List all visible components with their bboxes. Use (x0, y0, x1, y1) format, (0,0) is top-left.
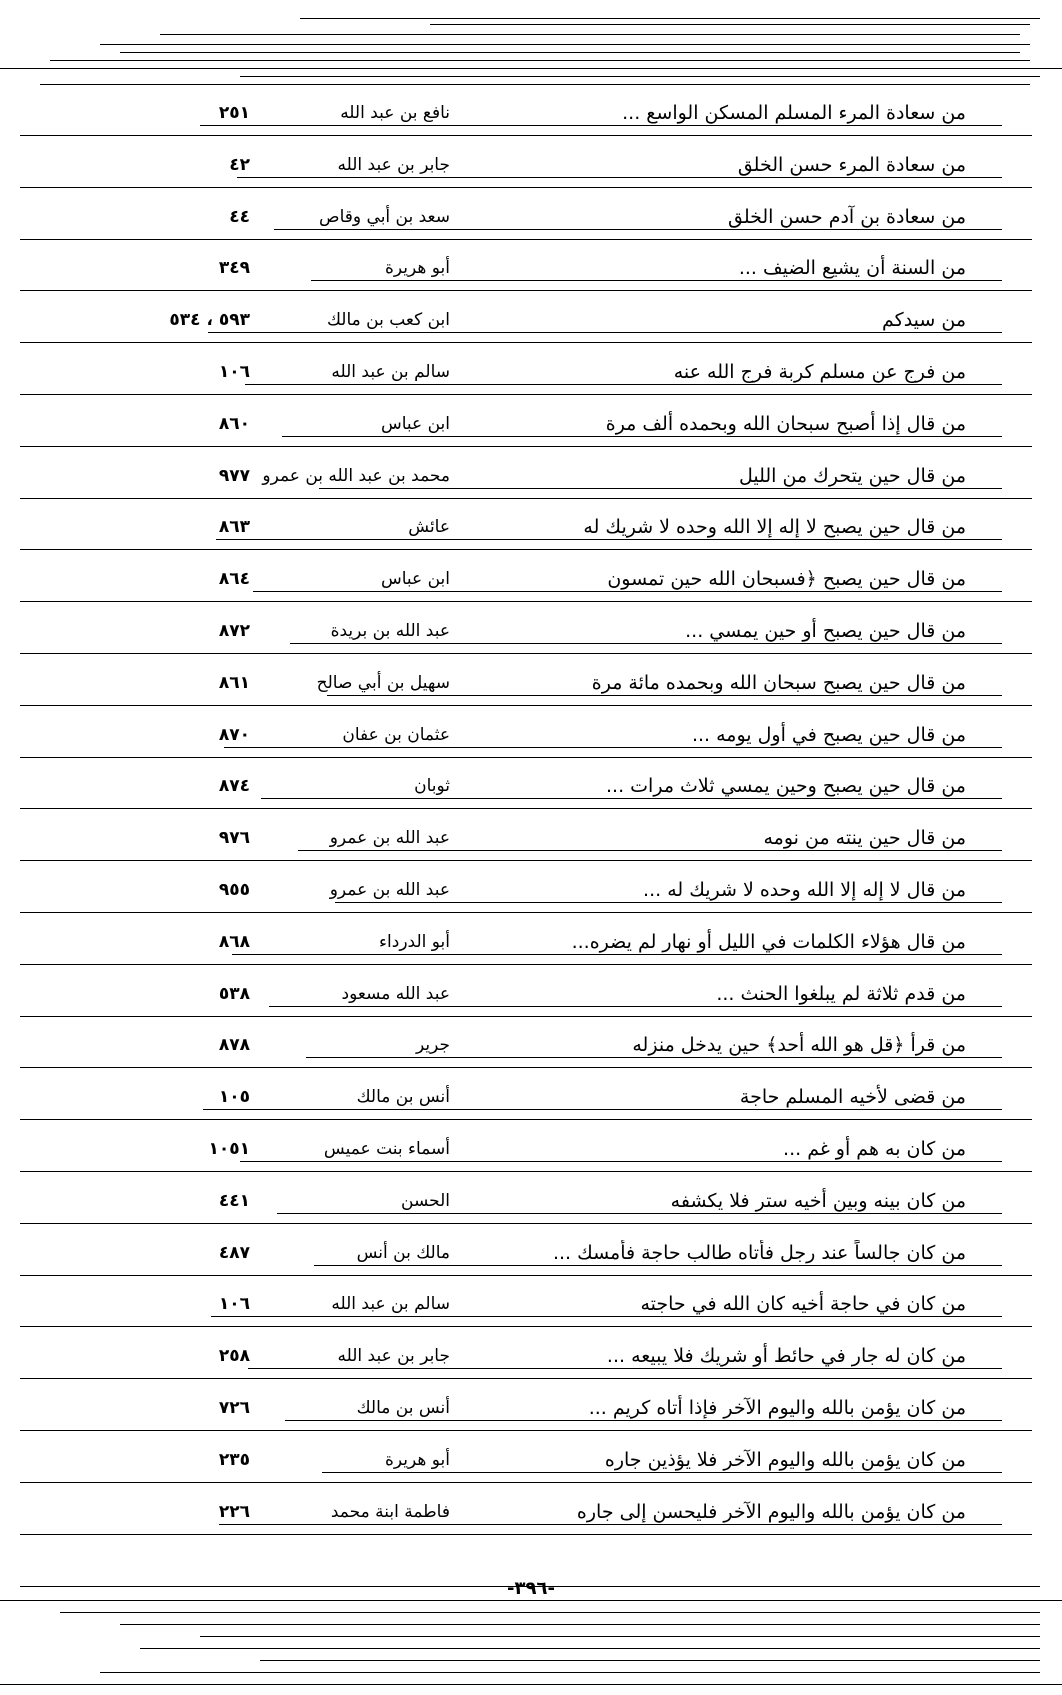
row-divider (311, 280, 1002, 281)
narrator-name: ابن عباس (380, 413, 450, 434)
hadith-text: من قضى لأخيه المسلم حاجة (739, 1086, 966, 1109)
row-divider (20, 653, 1032, 654)
narrator-name: عبد الله بن عمرو (329, 880, 450, 900)
hadith-text: من كان بينه وبين أخيه ستر فلا يكشفه (670, 1189, 966, 1212)
row-divider (20, 860, 1032, 861)
page-reference: ٢٢٦ (218, 1501, 250, 1522)
page-reference: ٥٣٨ (218, 983, 250, 1004)
row-divider (282, 436, 1002, 437)
row-divider (208, 332, 1002, 333)
narrator-name: فاطمة ابنة محمد (330, 1501, 450, 1522)
row-divider (290, 643, 1002, 644)
hadith-text: من السنة أن يشيع الضيف ... (738, 257, 966, 280)
index-row (0, 1024, 1062, 1076)
page-reference: ٨٧٨ (218, 1035, 250, 1056)
narrator-name: محمد بن عبد الله بن عمرو (262, 465, 450, 486)
page-reference: ٨٦٤ (218, 569, 250, 590)
row-divider (285, 1420, 1002, 1421)
index-row (0, 765, 1062, 817)
index-row (0, 973, 1062, 1025)
row-divider (277, 1213, 1002, 1214)
row-divider (219, 1524, 1002, 1525)
page-reference: ٩٧٦ (218, 828, 250, 849)
narrator-name: أسماء بنت عميس (323, 1139, 450, 1159)
hadith-text: من قال هؤلاء الكلمات في الليل أو نهار لم يضره... (571, 930, 966, 953)
row-divider (20, 1171, 1032, 1172)
page-reference: ٩٧٧ (218, 465, 250, 486)
narrator-name: الحسن (401, 1190, 450, 1211)
row-divider (20, 1067, 1032, 1068)
row-divider (20, 187, 1032, 188)
hadith-text: من كان به هم أو غم ... (783, 1138, 966, 1160)
narrator-name: عبد الله بن عمرو (329, 828, 450, 849)
index-row (0, 558, 1062, 610)
hadith-text: من قال حين يصبح وحين يمسي ثلاث مرات ... (606, 775, 966, 798)
hadith-text: من قال حين يصبح سبحان الله وبحمده مائة مرة (591, 671, 966, 694)
hadith-text: من كان يؤمن بالله واليوم الآخر فلا يؤذين جاره (604, 1448, 966, 1471)
index-row (0, 662, 1062, 714)
index-row (0, 403, 1062, 455)
row-divider (20, 1430, 1032, 1431)
page-reference: ٢٥٨ (218, 1346, 250, 1367)
row-divider (237, 177, 1002, 178)
row-divider (322, 1472, 1002, 1473)
hadith-text: من قال إذا أصبح سبحان الله وبحمده ألف مرة (605, 412, 966, 435)
index-row (0, 1387, 1062, 1439)
hadith-text: من قال حين يتحرك من الليل (738, 464, 966, 487)
row-divider (274, 229, 1002, 230)
hadith-text: من فرج عن مسلم كربة فرج الله عنه (673, 361, 966, 383)
row-divider (20, 1534, 1032, 1535)
row-divider (20, 135, 1032, 136)
page-reference: ٨٧٤ (218, 776, 250, 797)
page-reference: ٨٦١ (218, 672, 250, 693)
row-divider (20, 1016, 1032, 1017)
page-reference: ٨٦٨ (218, 931, 250, 952)
row-divider (240, 1161, 1002, 1162)
row-divider (203, 1109, 1002, 1110)
page-reference: ٧٢٦ (218, 1398, 250, 1418)
row-divider (298, 850, 1002, 851)
narrator-name: أبو هريرة (384, 1449, 450, 1470)
page-reference: ٤٨٧ (218, 1242, 250, 1263)
page-reference: ٤٤ (229, 206, 250, 227)
row-divider (20, 1326, 1032, 1327)
row-divider (20, 808, 1032, 809)
narrator-name: أبو الدرداء (379, 931, 450, 952)
row-divider (20, 446, 1032, 447)
page-reference: ١٠٦ (218, 362, 250, 382)
index-row (0, 1491, 1062, 1543)
narrator-name: عبد الله مسعود (341, 983, 450, 1004)
row-divider (20, 1275, 1032, 1276)
page-reference: ٤٤١ (218, 1190, 250, 1211)
index-row (0, 921, 1062, 973)
index-row (0, 455, 1062, 507)
narrator-name: سعد بن أبي وقاص (319, 206, 450, 227)
narrator-name: عثمان بن عفان (342, 724, 450, 745)
index-row (0, 351, 1062, 403)
row-divider (253, 591, 1002, 592)
row-divider (248, 1368, 1002, 1369)
index-row (0, 92, 1062, 144)
index-row (0, 714, 1062, 766)
page-reference: ٩٥٥ (218, 880, 250, 900)
hadith-text: من قال لا إله إلا الله وحده لا شريك له ... (643, 879, 966, 901)
page-reference: ٨٦٠ (218, 413, 250, 434)
narrator-name: سهيل بن أبي صالح (316, 672, 450, 693)
hadith-text: من كان يؤمن بالله واليوم الآخر فإذا أتاه كريم ... (588, 1397, 966, 1419)
row-divider (200, 125, 1002, 126)
page-reference: ٨٧٢ (218, 621, 250, 641)
narrator-name: نافع بن عبد الله (340, 103, 450, 123)
narrator-name: مالك بن أنس (356, 1242, 450, 1263)
hadith-text: من سعادة المرء المسلم المسكن الواسع ... (622, 102, 966, 124)
row-divider (20, 239, 1032, 240)
index-row (0, 196, 1062, 248)
narrator-name: سالم بن عبد الله (331, 362, 450, 382)
index-row (0, 1232, 1062, 1284)
row-divider (20, 964, 1032, 965)
row-divider (20, 1119, 1032, 1120)
page-reference: ١٠٥ (218, 1087, 250, 1108)
narrator-name: عائش (408, 517, 450, 538)
index-row (0, 869, 1062, 921)
narrator-name: ابن عباس (380, 569, 450, 590)
index-row (0, 1180, 1062, 1232)
row-divider (261, 798, 1002, 799)
page-reference: ٨٧٠ (218, 724, 250, 745)
row-divider (232, 954, 1002, 955)
row-divider (269, 1006, 1002, 1007)
index-row (0, 299, 1062, 351)
page-reference: ١٠٦ (218, 1294, 250, 1315)
row-divider (20, 1378, 1032, 1379)
row-divider (20, 394, 1032, 395)
page-number: -٣٩٦- (507, 1578, 555, 1599)
index-row (0, 1128, 1062, 1180)
page-reference: ٢٣٥ (218, 1449, 250, 1470)
row-divider (335, 902, 1002, 903)
row-divider (20, 498, 1032, 499)
index-row (0, 1439, 1062, 1491)
row-divider (20, 549, 1032, 550)
narrator-name: أنس بن مالك (356, 1398, 450, 1418)
narrator-name: جرير (416, 1035, 450, 1056)
hadith-text: من قال حين يصبح لا إله إلا الله وحده لا شريك له (583, 516, 966, 539)
narrator-name: سالم بن عبد الله (331, 1294, 450, 1315)
row-divider (211, 1316, 1002, 1317)
hadith-text: من قال حين يصبح ﴿فسبحان الله حين تمسون (607, 568, 966, 591)
index-row (0, 247, 1062, 299)
hadith-text: من قرأ ﴿قل هو الله أحد﴾ حين يدخل منزله (632, 1034, 966, 1057)
row-divider (327, 695, 1002, 696)
hadith-text: من كان جالساً عند رجل فأتاه طالب حاجة فأمسك ... (552, 1241, 966, 1264)
page-reference: ٨٦٣ (218, 517, 250, 538)
row-divider (216, 539, 1002, 540)
hadith-text: من كان في حاجة أخيه كان الله في حاجته (640, 1293, 966, 1316)
row-divider (20, 601, 1032, 602)
row-divider (20, 342, 1032, 343)
page-reference: ٥٩٣ ، ٥٣٤ (169, 310, 250, 331)
index-row (0, 610, 1062, 662)
hadith-text: من سعادة بن آدم حسن الخلق (727, 205, 966, 228)
index-row (0, 144, 1062, 196)
index-row (0, 1076, 1062, 1128)
narrator-name: جابر بن عبد الله (337, 154, 450, 175)
index-row (0, 1283, 1062, 1335)
narrator-name: عبد الله بن بريدة (330, 621, 450, 641)
narrator-name: ثوبان (414, 776, 450, 797)
hadith-text: من قال حين يصبح في أول يومه ... (691, 723, 966, 746)
row-divider (20, 1223, 1032, 1224)
narrator-name: ابن كعب بن مالك (326, 310, 450, 331)
row-divider (245, 384, 1002, 385)
row-divider (20, 757, 1032, 758)
narrator-name: جابر بن عبد الله (337, 1346, 450, 1367)
narrator-name: أنس بن مالك (356, 1087, 450, 1108)
row-divider (20, 705, 1032, 706)
page-reference: ٤٢ (229, 154, 250, 175)
hadith-text: من قدم ثلاثة لم يبلغوا الحنث ... (716, 982, 966, 1005)
page-reference: ٣٤٩ (218, 258, 250, 279)
narrator-name: أبو هريرة (384, 258, 450, 279)
row-divider (306, 1057, 1002, 1058)
page-reference: ٢٥١ (218, 103, 250, 123)
hadith-text: من سعادة المرء حسن الخلق (737, 153, 966, 176)
row-divider (224, 747, 1002, 748)
row-divider (20, 912, 1032, 913)
index-row (0, 1335, 1062, 1387)
row-divider (20, 290, 1032, 291)
hadith-text: من قال حين يصبح أو حين يمسي ... (685, 620, 966, 642)
hadith-text: من سيدكم (882, 309, 966, 332)
hadith-text: من قال حين ينته من نومه (763, 827, 966, 850)
row-divider (314, 1265, 1002, 1266)
page-reference: ١٠٥١ (208, 1139, 250, 1159)
row-divider (20, 1482, 1032, 1483)
hadith-text: من كان يؤمن بالله واليوم الآخر فليحسن إلى جاره (576, 1500, 966, 1523)
hadith-text: من كان له جار في حائط أو شريك فلا يبيعه ... (606, 1345, 966, 1368)
index-row (0, 506, 1062, 558)
row-divider (319, 488, 1002, 489)
index-row (0, 817, 1062, 869)
